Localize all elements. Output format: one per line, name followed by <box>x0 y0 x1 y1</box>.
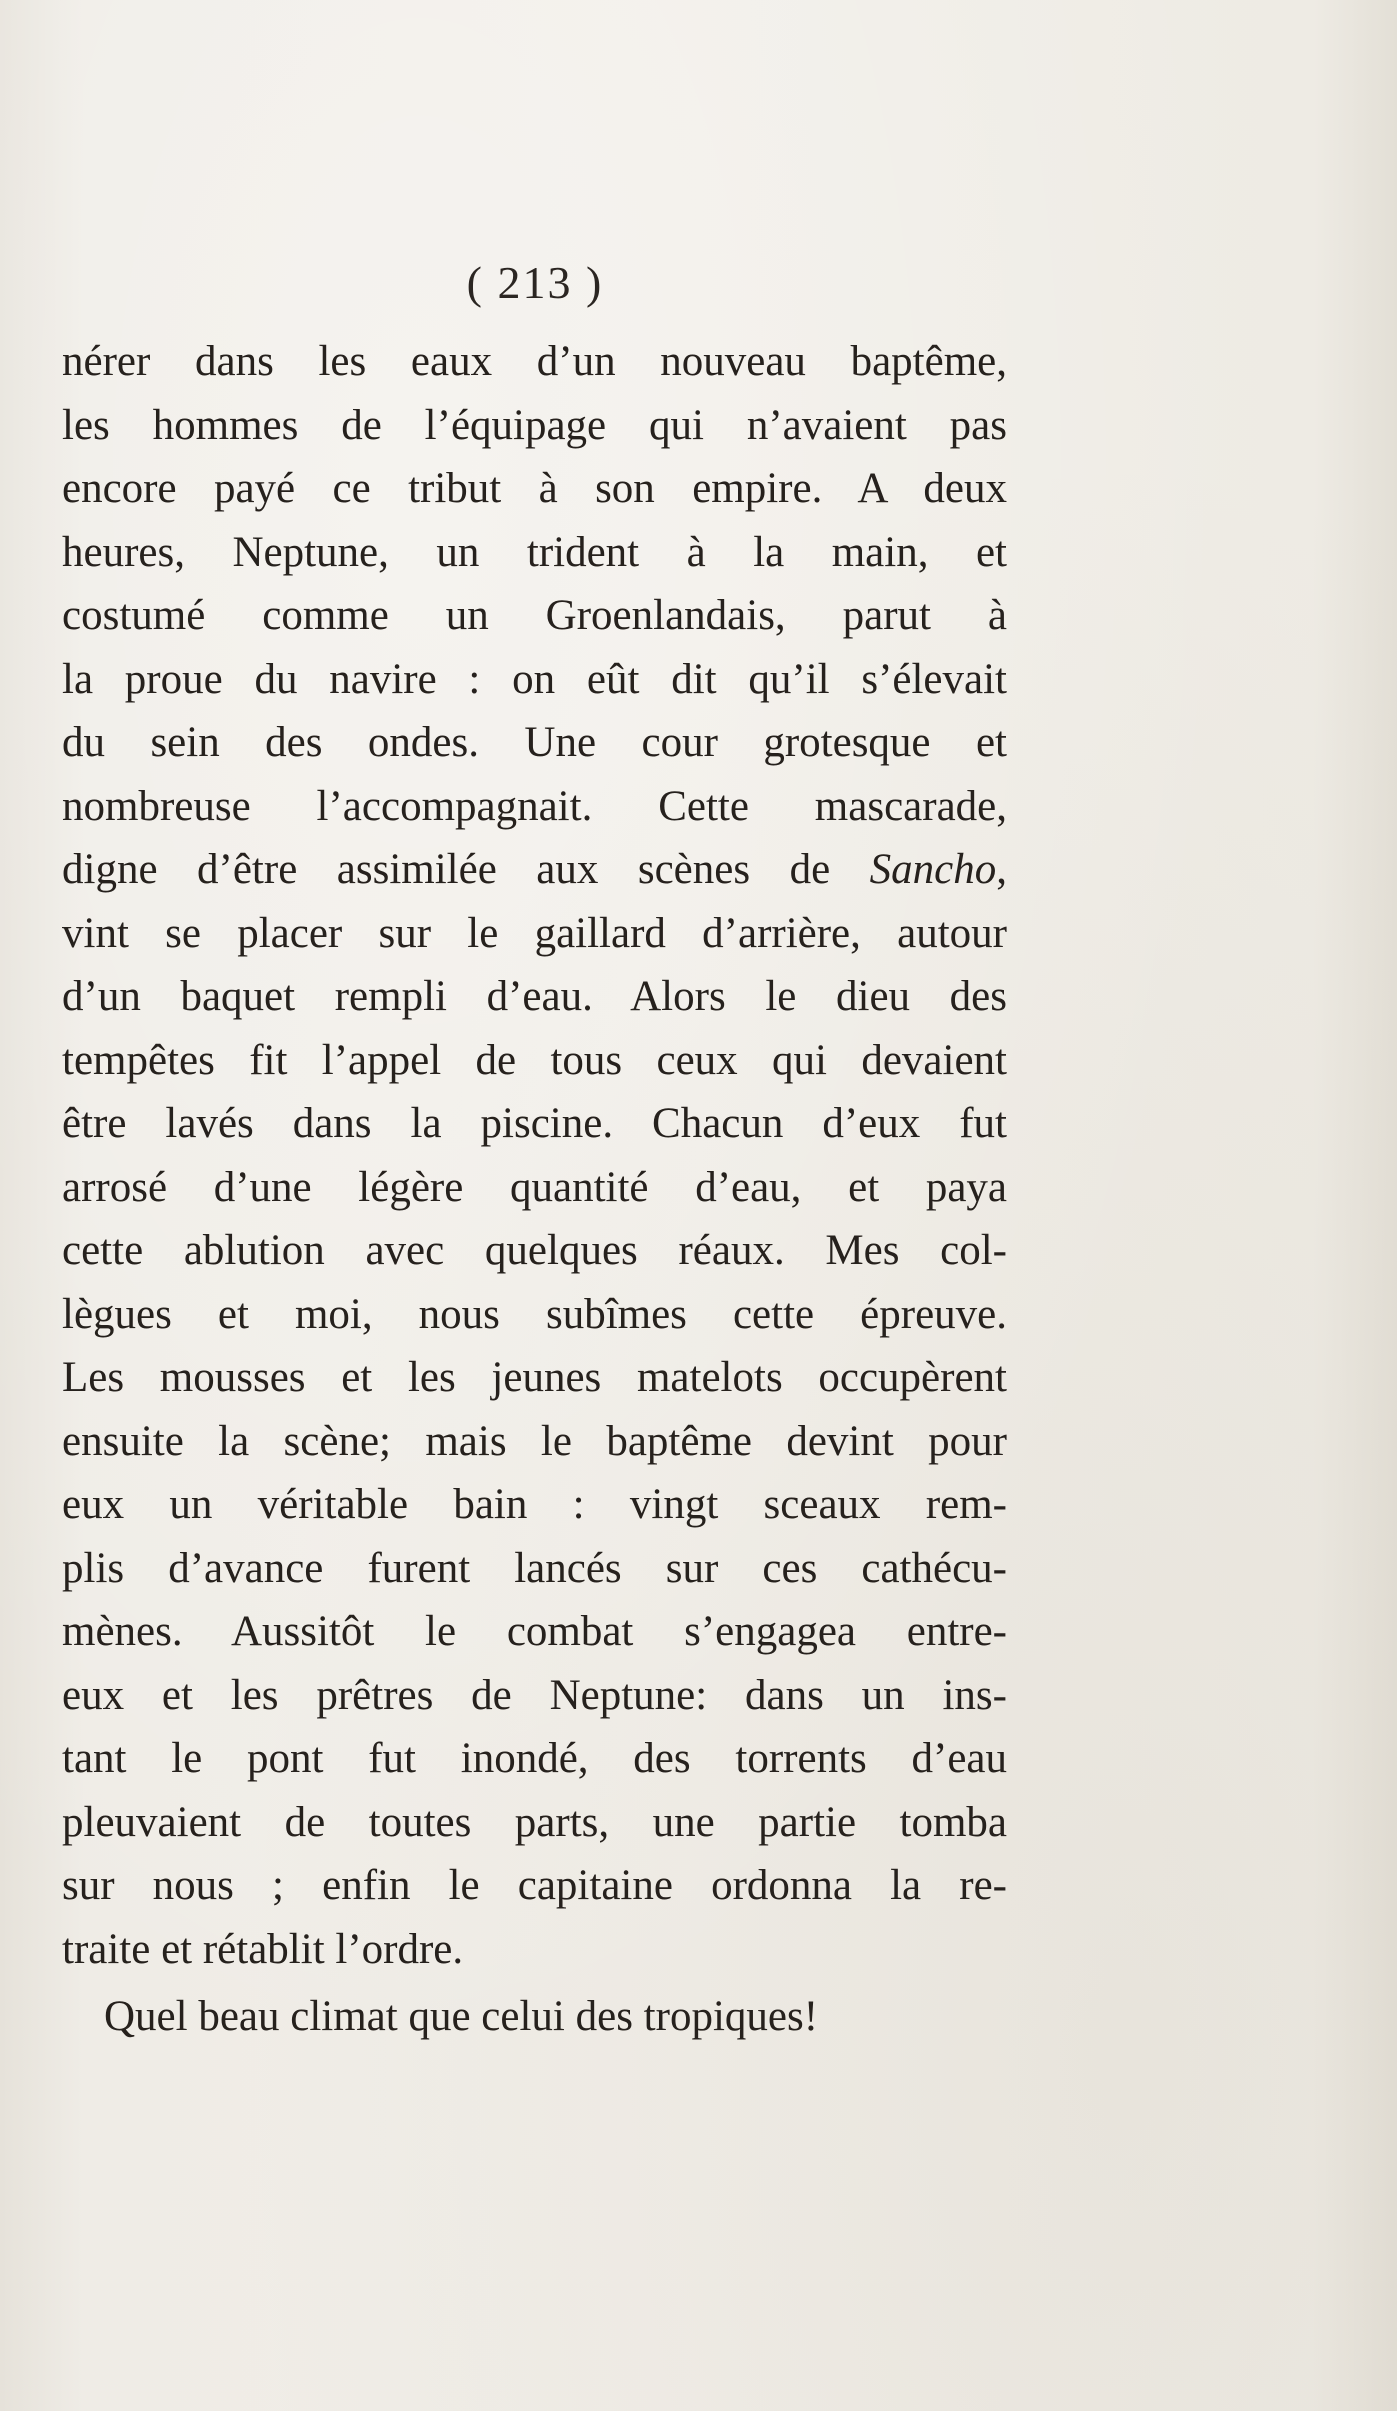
text-line: costumé comme un Groenlandais, parut à <box>62 592 1007 639</box>
page-number: ( 213 ) <box>466 257 604 308</box>
text-line: Les mousses et les jeunes matelots occupèrent <box>62 1354 1007 1401</box>
text-line: du sein des ondes. Une cour grotesque et <box>62 719 1007 766</box>
text-segment: digne d’être assimilée aux scènes de <box>62 846 870 893</box>
text-line: arrosé d’une légère quantité d’eau, et paya <box>62 1163 1007 1211</box>
text-line: vint se placer sur le gaillard d’arrière, autour <box>62 909 1007 957</box>
text-line: plis d’avance furent lancés sur ces cathécu- <box>62 1544 1007 1592</box>
text-line: mènes. Aussitôt le combat s’engagea entre- <box>62 1608 1007 1655</box>
text-line: sur nous ; enfin le capitaine ordonna la re- <box>62 1862 1007 1909</box>
text-line: la proue du navire : on eût dit qu’il s’élevait <box>62 655 1007 703</box>
text-line: eux un véritable bain : vingt sceaux rem- <box>62 1481 1007 1528</box>
text-line: pleuvaient de toutes parts, une partie tomba <box>62 1798 1007 1846</box>
text-line: lègues et moi, nous subîmes cette épreuve. <box>62 1290 1007 1338</box>
text-line: d’un baquet rempli d’eau. Alors le dieu des <box>62 973 1007 1020</box>
body-text <box>62 330 1007 2049</box>
text-line: eux et les prêtres de Neptune: dans un ins- <box>62 1671 1007 1719</box>
text-line: traite et rétablit l’ordre. <box>62 1925 464 1973</box>
text-line <box>62 838 1007 902</box>
text-line: les hommes de l’équipage qui n’avaient pas <box>62 401 1007 449</box>
text-line: nombreuse l’accompagnait. Cette mascarade, <box>62 782 1007 830</box>
text-segment: , <box>996 846 1007 893</box>
text-line: heures, Neptune, un trident à la main, et <box>62 528 1007 576</box>
text-line: être lavés dans la piscine. Chacun d’eux fut <box>62 1100 1007 1147</box>
italic-name: Sancho <box>869 846 997 893</box>
text-line: nérer dans les eaux d’un nouveau baptême, <box>62 338 1007 385</box>
text-line: tempêtes fit l’appel de tous ceux qui devaient <box>62 1036 1007 1084</box>
text-line: ensuite la scène; mais le baptême devint pour <box>62 1417 1007 1465</box>
text-line: tant le pont fut inondé, des torrents d’eau <box>62 1735 1007 1782</box>
text-line: encore payé ce tribut à son empire. A deux <box>62 465 1007 512</box>
text-line: Quel beau climat que celui des tropiques! <box>104 1993 819 2040</box>
text-line: cette ablution avec quelques réaux. Mes col- <box>62 1227 1007 1274</box>
